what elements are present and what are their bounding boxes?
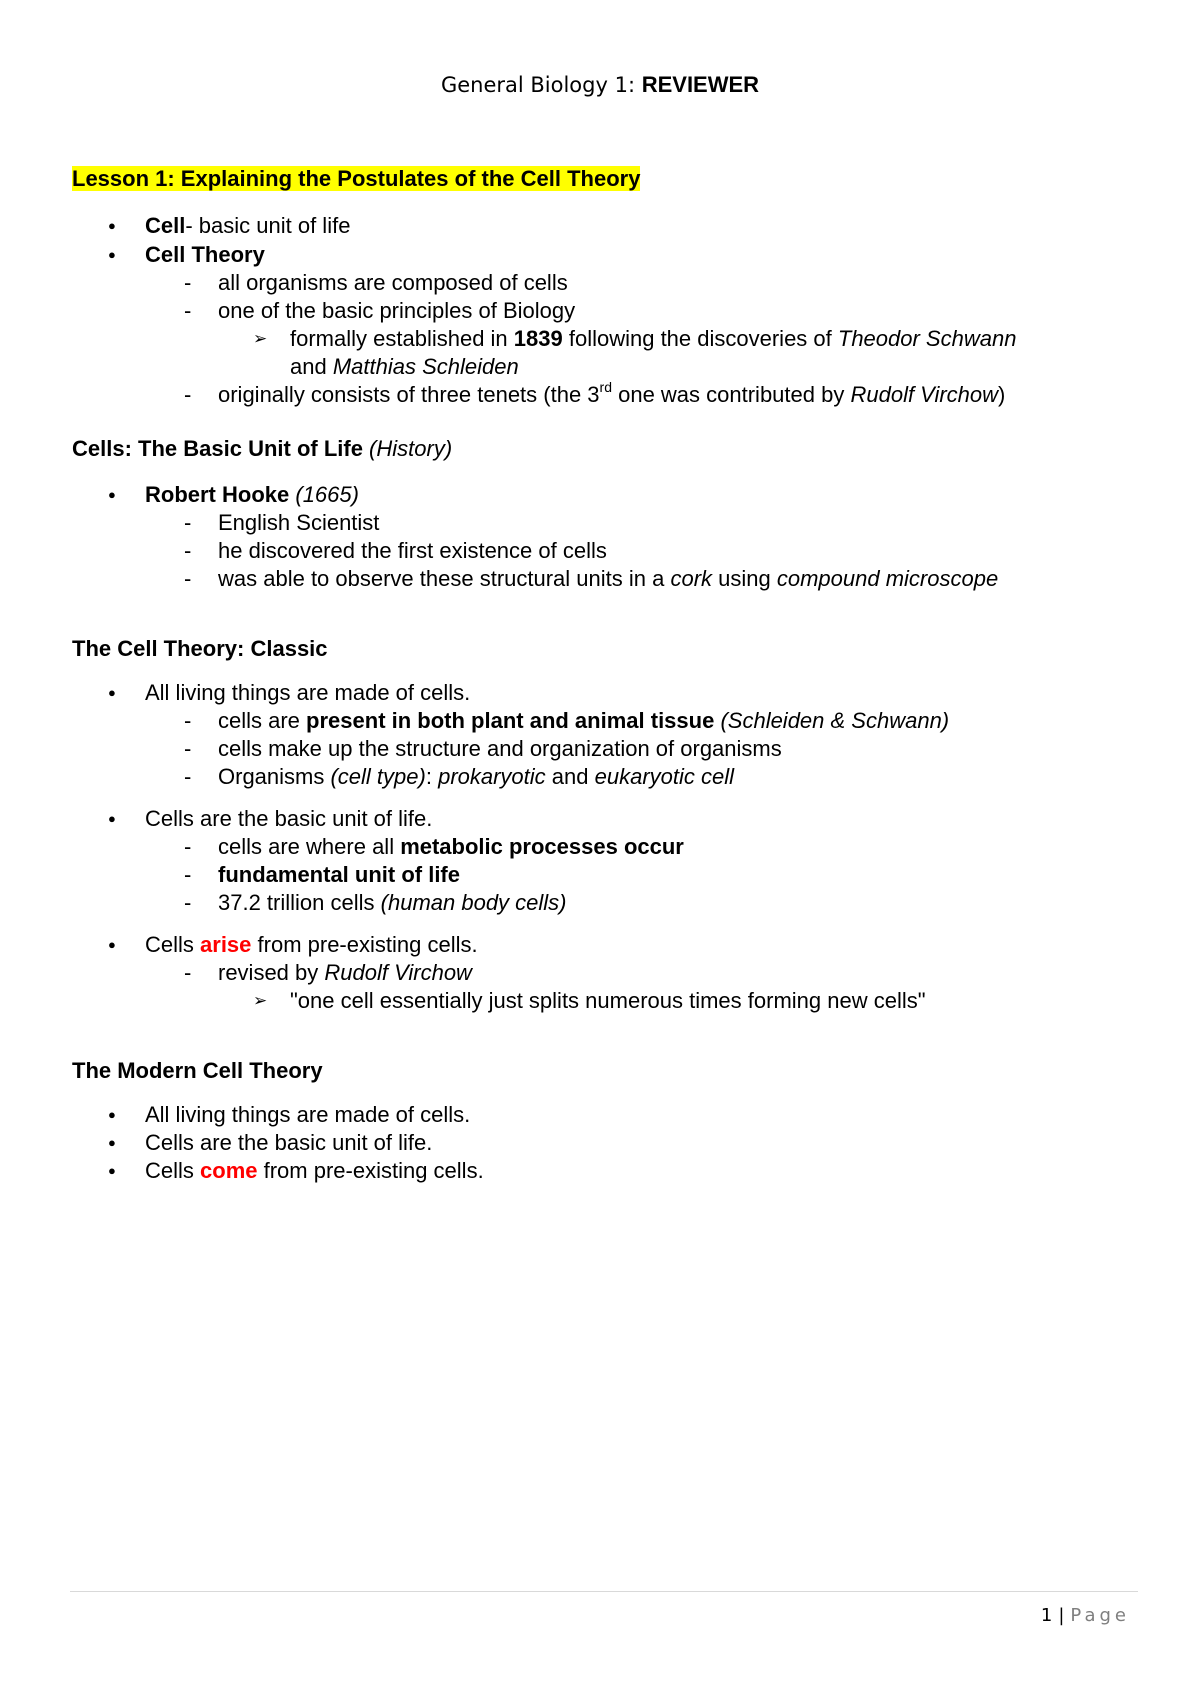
sub-item: English Scientist — [218, 510, 380, 535]
arrow-bullet-icon: ➢ — [253, 329, 268, 348]
sub-sub-item-continued — [290, 352, 519, 382]
bullet-icon: ● — [108, 218, 116, 233]
sub-item: all organisms are composed of cells — [218, 270, 568, 295]
sub-item — [218, 706, 949, 736]
text: Organisms — [218, 764, 331, 789]
bullet-icon: ● — [108, 247, 116, 262]
bullet-icon: ● — [108, 1163, 116, 1178]
text-italic: cork — [670, 566, 713, 591]
text: revised by — [218, 960, 325, 985]
dash-icon: - — [184, 382, 192, 407]
text: formally established in — [290, 326, 514, 351]
modern-heading: The Modern Cell Theory — [72, 1058, 323, 1083]
sub-item — [218, 888, 567, 918]
page-number: 1 — [1040, 1605, 1053, 1626]
page-footer — [1041, 1605, 1130, 1626]
lesson1-heading — [72, 164, 640, 194]
text: from pre-existing cells. — [251, 932, 478, 957]
text: was able to observe these structural units in a — [218, 566, 671, 591]
emphasis-red: arise — [200, 932, 252, 957]
list-item — [145, 1156, 484, 1186]
footer-separator: | — [1058, 1605, 1065, 1626]
list-item — [145, 480, 359, 510]
text-italic: eukaryotic cell — [594, 764, 734, 789]
dash-icon: - — [184, 270, 192, 295]
arrow-bullet-icon: ➢ — [253, 991, 268, 1010]
text: following the discoveries of — [562, 326, 838, 351]
sub-item: cells make up the structure and organization of organisms — [218, 736, 782, 761]
classic-heading: The Cell Theory: Classic — [72, 636, 328, 661]
sub-sub-item — [290, 324, 1016, 354]
dash-icon: - — [184, 960, 192, 985]
sub-item — [218, 860, 460, 890]
heading-text: Cells: The Basic Unit of Life — [72, 436, 370, 461]
text-bold: present in both plant and animal tissue — [306, 708, 715, 733]
definition: - basic unit of life — [185, 213, 351, 238]
bullet-icon: ● — [108, 1135, 116, 1150]
dash-icon: - — [184, 834, 192, 859]
page-title — [0, 72, 1200, 98]
emphasis-red: come — [200, 1158, 258, 1183]
list-item: All living things are made of cells. — [145, 680, 471, 705]
sub-item — [218, 832, 684, 862]
heading-italic: (History) — [369, 436, 453, 461]
sub-item — [218, 762, 734, 792]
sub-item: one of the basic principles of Biology — [218, 298, 576, 323]
sub-sub-item: "one cell essentially just splits numerous times forming new cells" — [290, 988, 926, 1013]
text-italic: prokaryotic — [438, 764, 546, 789]
list-item — [145, 240, 265, 270]
lesson1-heading-text: Lesson 1: Explaining the Postulates of the Cell Theory — [72, 166, 641, 191]
title-emphasis: REVIEWER — [641, 72, 760, 97]
year: 1839 — [513, 326, 563, 351]
list-item: Cells are the basic unit of life. — [145, 1130, 433, 1155]
text: : — [425, 764, 439, 789]
sub-item: he discovered the first existence of cells — [218, 538, 607, 563]
dash-icon: - — [184, 510, 192, 535]
text-italic: (Schleiden & Schwann) — [720, 708, 950, 733]
scientist-name: Theodor Schwann — [837, 326, 1017, 351]
text: cells are where all — [218, 834, 401, 859]
text-italic: (human body cells) — [380, 890, 567, 915]
history-heading — [72, 434, 452, 464]
list-item: Cells are the basic unit of life. — [145, 806, 433, 831]
scientist-name: Rudolf Virchow — [850, 382, 999, 407]
dash-icon: - — [184, 298, 192, 323]
dash-icon: - — [184, 708, 192, 733]
dash-icon: - — [184, 566, 192, 591]
sub-item — [218, 564, 998, 594]
list-item — [145, 930, 478, 960]
text-bold: fundamental unit of life — [218, 862, 460, 887]
page-label: Page — [1070, 1605, 1130, 1626]
title-prefix: General Biology 1: — [440, 73, 642, 97]
text: cells are — [218, 708, 307, 733]
text: and — [545, 764, 595, 789]
bullet-icon: ● — [108, 1107, 116, 1122]
dash-icon: - — [184, 862, 192, 887]
list-item: All living things are made of cells. — [145, 1102, 471, 1127]
text: originally consists of three tenets (the 3 — [218, 382, 600, 407]
list-item — [145, 211, 350, 241]
text: using — [712, 566, 777, 591]
bullet-icon: ● — [108, 685, 116, 700]
term: Cell — [145, 213, 186, 238]
text: 37.2 trillion cells — [218, 890, 381, 915]
sub-item — [218, 380, 1005, 410]
text-italic: compound microscope — [776, 566, 999, 591]
text: Cells — [145, 932, 201, 957]
bullet-icon: ● — [108, 811, 116, 826]
text: from pre-existing cells. — [257, 1158, 484, 1183]
scientist-name: Rudolf Virchow — [324, 960, 472, 985]
dash-icon: - — [184, 890, 192, 915]
scientist-name: Robert Hooke — [145, 482, 290, 507]
year: (1665) — [295, 482, 359, 507]
text: Cells — [145, 1158, 201, 1183]
superscript: rd — [599, 378, 612, 395]
dash-icon: - — [184, 764, 192, 789]
dash-icon: - — [184, 538, 192, 563]
text: one was contributed by — [611, 382, 851, 407]
dash-icon: - — [184, 736, 192, 761]
footer-divider — [70, 1591, 1138, 1592]
term: Cell Theory — [145, 242, 265, 267]
text-italic: (cell type) — [330, 764, 426, 789]
bullet-icon: ● — [108, 937, 116, 952]
text-bold: metabolic processes occur — [400, 834, 684, 859]
bullet-icon: ● — [108, 487, 116, 502]
scientist-name: Matthias Schleiden — [332, 354, 519, 379]
sub-item — [218, 958, 472, 988]
text: ) — [998, 382, 1006, 407]
text: and — [290, 354, 333, 379]
